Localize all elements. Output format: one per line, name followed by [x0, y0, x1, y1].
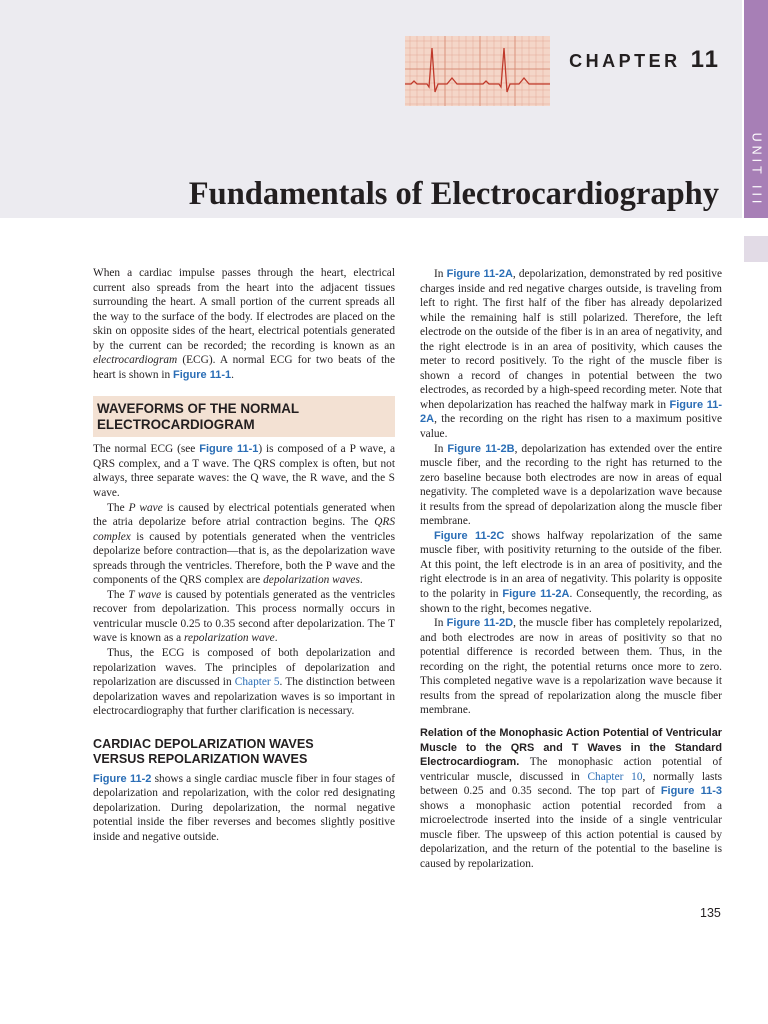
body-paragraph: Figure 11-2C shows halfway repolarization of the same muscle fiber, with positivity returning to the outside of the fiber. At this point, the left electrode is in an area of positivity, and the right electrode is in an area of negativity. This polarity is opposite to the polarity in Figure 11-2A. Consequently, the recording, as shown to the right, becomes negative. [420, 529, 722, 615]
body-paragraph: Thus, the ECG is composed of both depolarization and repolarization waves. The principles of depolarization and repolarization are discussed in Chapter 5. The distinction between depolarization waves and repolarization waves is so important in electrocardiography that further clarification is necessary. [93, 647, 395, 718]
figure-link[interactable]: Figure 11-1 [199, 443, 259, 456]
unit-tab-marker [744, 236, 768, 262]
figure-link[interactable]: Figure 11-1 [173, 368, 232, 381]
figure-link[interactable]: Figure 11-3 [660, 785, 723, 798]
figure-link[interactable]: Figure 11-2D [446, 617, 514, 630]
body-paragraph: The normal ECG (see Figure 11-1) is composed of a P wave, a QRS complex, and a T wave. The QRS complex is often, but not always, three separate waves: the Q wave, the R wave, and the S wave. [93, 443, 396, 500]
intro-paragraph: When a cardiac impulse passes through the heart, electrical current also spreads from the heart into the adjacent tissues surrounding the heart. A small portion of the current spreads all the way to the surface of the body. If electrodes are placed on the skin on opposite sides of the heart, electrical potentials generated by the current can be recorded; the recording is known as an electrocardiogram (ECG). A normal ECG for two beats of the heart is shown in Figure 11-1. [93, 267, 395, 381]
section-heading-waveforms: WAVEFORMS OF THE NORMAL ELECTROCARDIOGRAM [93, 396, 395, 437]
ecg-grid-graphic [405, 36, 550, 106]
figure-link[interactable]: Figure 11-2A [446, 268, 513, 280]
chapter-link[interactable]: Chapter 10 [587, 770, 643, 783]
figure-link[interactable]: Figure 11-2 [93, 772, 152, 785]
section-heading-depolarization: CARDIAC DEPOLARIZATION WAVES VERSUS REPOLARIZATION WAVES [93, 736, 314, 766]
body-paragraph: In Figure 11-2D, the muscle fiber has completely repolarized, and both electrodes are now in areas of positivity so that no potential difference is recorded between them. Thus, in the recording on the right, the potential returns once more to zero. This completed negative wave is a repolarization wave because it results from the spread of repolarization along the muscle fiber membrane. [420, 617, 722, 717]
figure-link[interactable]: Figure 11-2C [434, 529, 505, 542]
run-in-heading: Relation of the Monophasic Action Potential of Ventricular Muscle to the QRS and T Waves in the Standard Electrocardiogram. [420, 726, 722, 769]
body-paragraph: The P wave is caused by electrical potentials generated when the atria depolarize before atrial contraction begins. The QRS complex is caused by potentials generated when the ventricles depolarize before contraction—that is, as the depolarization wave spreads through the ventricles. Therefore, both the P wave and the components of the QRS complex are depolarization waves. [93, 501, 395, 587]
chapter-title: Fundamentals of Electrocardiography [188, 176, 719, 212]
ecg-trace-image [405, 36, 550, 106]
unit-label [744, 122, 768, 218]
chapter-label [569, 46, 720, 74]
chapter-link[interactable]: Chapter 5 [234, 676, 280, 689]
body-paragraph: Figure 11-2 shows a single cardiac muscle fiber in four stages of depolarization and repolarization, with the color red designating depolarization. During depolarization, the normal negative potential inside the fiber reverses and becomes slightly positive inside and negative outside. [93, 772, 395, 843]
figure-link[interactable]: Figure 11-2A [502, 588, 570, 601]
body-paragraph: The T wave is caused by potentials generated as the ventricles recover from depolarization. This process normally occurs in ventricular muscle 0.25 to 0.35 second after depolarization. The T wave is known as a repolarization wave. [93, 588, 395, 645]
body-paragraph: In Figure 11-2A, depolarization, demonstrated by red positive charges inside and red negative charges outside, is traveling from left to right. The first half of the fiber has already depolarized while the remaining half is still polarized. Therefore, the left electrode on the outside of the fiber is in an area of negativity, and the right electrode is in an area of positivity, which causes the meter to record positively. To the right of the muscle fiber is shown a record of changes in potential between the two electrodes, as recorded by a high-speed recording meter. Note that when depolarization has reached the halfway mark in Figure 11-2A, the recording on the right has risen to a maximum positive value. [420, 268, 722, 441]
left-column [93, 266, 395, 845]
chapter-number: 11 [690, 46, 720, 73]
chapter-word: CHAPTER [569, 51, 681, 71]
figure-link[interactable]: Figure 11-2B [447, 442, 515, 455]
unit-label-text: UNIT III [749, 132, 763, 208]
figure-link[interactable]: Figure 11-2A [420, 398, 722, 426]
right-column [420, 267, 722, 871]
paragraph-gap [420, 718, 722, 726]
page-number: 135 [700, 906, 721, 920]
body-paragraph: Relation of the Monophasic Action Potential of Ventricular Muscle to the QRS and T Waves in the Standard Electrocardiogram. The monophasic action potential of ventricular muscle, discussed in Chapter 10, normally lasts between 0.25 and 0.35 second. The top part of Figure 11-3 shows a monophasic action potential recorded from a microelectrode inserted into the inside of a single ventricular muscle fiber. The upsweep of this action potential is caused by depolarization, and the return of the potential to the baseline is caused by repolarization. [420, 726, 723, 870]
body-paragraph: In Figure 11-2B, depolarization has extended over the entire muscle fiber, and the recording to the right has returned to the zero baseline because both electrodes are now in areas of equal negativity. The completed wave is a depolarization wave because it results from the spread of depolarization along the muscle fiber membrane. [420, 442, 722, 528]
